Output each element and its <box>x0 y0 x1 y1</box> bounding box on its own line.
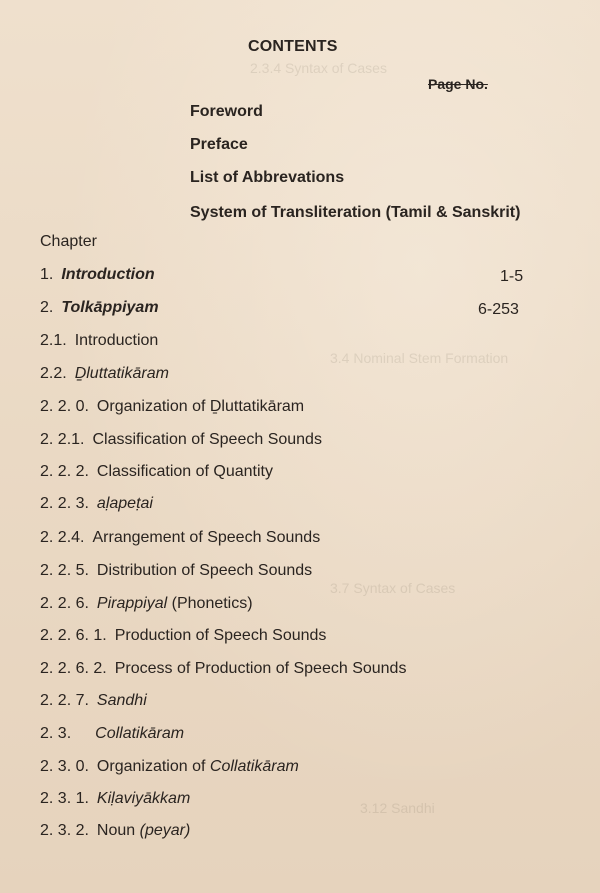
entry-number: 2.2. <box>40 365 67 382</box>
chapter-label: Chapter <box>40 233 97 250</box>
entry-title-italic: Collatikāram <box>209 758 299 775</box>
entry-title-italic: Pirappiyal <box>96 595 168 612</box>
show-through-text: 3.7 Syntax of Cases <box>330 580 456 596</box>
show-through-text: 2.3.4 Syntax of Cases <box>250 60 387 76</box>
front-matter-transliteration: System of Transliteration (Tamil & Sanskrit) <box>190 204 521 221</box>
toc-entry <box>40 692 147 710</box>
toc-entry <box>40 431 322 449</box>
entry-title: aḷapeṭai <box>96 495 153 512</box>
entry-number: 2. 3. 0. <box>40 758 89 775</box>
entry-title: Introduction <box>61 266 155 283</box>
entry-number: 2. 2. 0. <box>40 398 89 415</box>
toc-entry <box>40 758 299 776</box>
entry-title: Organization of Ḏluttatikāram <box>96 398 305 415</box>
entry-title-italic: (peyar) <box>139 822 191 839</box>
entry-number: 2. 2. 6. 1. <box>40 627 107 644</box>
toc-entry <box>40 495 153 513</box>
entry-number: 2. 2. 3. <box>40 495 89 512</box>
toc-entry <box>40 562 312 580</box>
entry-title: Collatikāram <box>95 725 185 742</box>
entry-number: 2. <box>40 299 54 316</box>
toc-entry <box>40 627 326 645</box>
entry-number: 2. 2. 2. <box>40 463 89 480</box>
entry-number: 2. 2.4. <box>40 529 85 546</box>
toc-entry <box>40 266 155 284</box>
entry-title: Tolkāppiyam <box>61 299 159 316</box>
entry-title: Introduction <box>74 332 159 349</box>
toc-entry <box>40 299 159 317</box>
entry-title: Ḏluttatikāram <box>74 365 169 382</box>
entry-title: Classification of Speech Sounds <box>92 431 322 448</box>
show-through-text: 3.4 Nominal Stem Formation <box>330 350 509 366</box>
entry-number: 1. <box>40 266 54 283</box>
entry-number: 2. 2. 5. <box>40 562 89 579</box>
entry-number: 2. 3. <box>40 725 72 742</box>
entry-title: Sandhi <box>96 692 147 709</box>
entry-number: 2. 2.1. <box>40 431 85 448</box>
entry-title: Arrangement of Speech Sounds <box>92 529 321 546</box>
toc-entry <box>40 725 184 743</box>
toc-entry <box>40 463 273 481</box>
entry-title: Process of Production of Speech Sounds <box>114 660 407 677</box>
entry-number: 2. 2. 7. <box>40 692 89 709</box>
toc-entry <box>40 529 320 547</box>
entry-title: Distribution of Speech Sounds <box>96 562 313 579</box>
toc-entry <box>40 398 304 416</box>
entry-number: 2. 2. 6. 2. <box>40 660 107 677</box>
front-matter-preface: Preface <box>190 136 248 153</box>
page-title: CONTENTS <box>248 38 338 55</box>
toc-entry <box>40 660 406 678</box>
toc-entry <box>40 332 158 350</box>
entry-title-plain: Noun <box>96 822 136 839</box>
entry-number: 2. 3. 2. <box>40 822 89 839</box>
entry-number: 2. 3. 1. <box>40 790 89 807</box>
toc-entry <box>40 595 253 613</box>
entry-title-plain: Organization of <box>96 758 206 775</box>
toc-entry <box>40 822 190 840</box>
entry-title: Classification of Quantity <box>96 463 273 480</box>
entry-number: 2.1. <box>40 332 67 349</box>
entry-pages: 6-253 <box>478 301 519 318</box>
entry-pages: 1-5 <box>500 268 524 285</box>
show-through-text: 3.12 Sandhi <box>360 800 435 816</box>
toc-entry <box>40 365 169 383</box>
front-matter-foreword: Foreword <box>190 103 263 120</box>
entry-title-rest: (Phonetics) <box>171 595 253 612</box>
page-no-label: Page No. <box>428 76 488 92</box>
front-matter-abbreviations: List of Abbrevations <box>190 169 345 186</box>
entry-title: Production of Speech Sounds <box>114 627 327 644</box>
entry-number: 2. 2. 6. <box>40 595 89 612</box>
toc-entry <box>40 790 190 808</box>
entry-title: Kiḷaviyākkam <box>96 790 191 807</box>
